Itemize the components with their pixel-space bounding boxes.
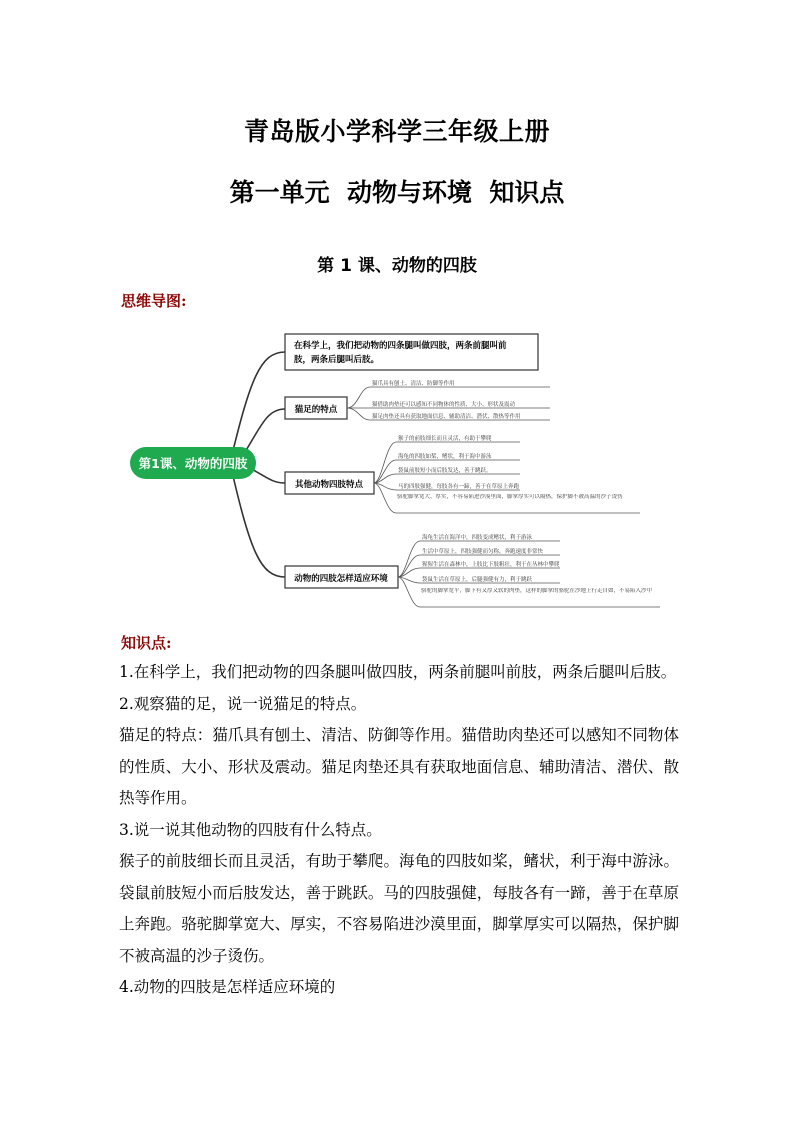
- branch-cat-feet: [285, 379, 550, 420]
- mindmap-label: 思维导图:: [121, 292, 187, 310]
- adapt-leaf-5: 骆驼的脚掌宽平，脚下有又厚又软的肉垫，这样的脚掌的骆驼在沙地上行走自如，不易陷入沙中: [421, 588, 653, 594]
- paragraph-6: 4.动物的四肢是怎样适应环境的: [119, 978, 336, 996]
- adapt-leaf-2: 生活中草原上，四肢强健而匀称，奔跑速度非常快: [422, 549, 544, 555]
- book-title: 青岛版小学科学三年级上册: [243, 117, 550, 146]
- branch-definition-line1: 在科学上，我们把动物的四条腿叫做四肢，两条前腿叫前: [294, 341, 507, 351]
- branch-cat-feet-label: 猫足的特点: [294, 405, 338, 415]
- connector-branch-4: [230, 463, 285, 577]
- paragraph-4: 3.说一说其他动物的四肢有什么特点。: [119, 820, 382, 839]
- branch-other-animals-label: 其他动物四肢特点: [294, 480, 364, 490]
- paragraph-3: 猫足的特点：猫爪具有刨土、清洁、防御等作用。猫借助肉垫还可以感知不同物体的性质、大小、形状及震动。猫足肉垫还具有获取地面信息、辅助清洁、潜伏、散热等作用。: [119, 726, 679, 807]
- connector-branch-1: [230, 352, 285, 463]
- cat-leaf-3: 猫足肉垫还具有获取地面信息、辅助清洁、潜伏、散热等作用: [372, 414, 521, 420]
- other-leaf-1: 猴子的前肢细长而且灵活，有助于攀爬: [398, 436, 492, 442]
- branch-definition-line2: 肢，两条后腿叫后肢。: [294, 355, 380, 365]
- knowledge-body: [119, 657, 679, 1004]
- paragraph-5: 猴子的前肢细长而且灵活，有助于攀爬。海龟的四肢如桨，鳍状，利于海中游泳。袋鼠前肢短小而后肢发达，善于跳跃。马的四肢强健，每肢各有一蹄，善于在草原上奔跑。骆驼脚掌宽大、厚实，不容易陷进沙漠里面，脚掌厚实可以隔热，保护脚不被高温的沙子烫伤。: [119, 852, 679, 965]
- paragraph-1: 1.在科学上，我们把动物的四条腿叫做四肢，两条前腿叫前肢，两条后腿叫后肢。: [119, 663, 677, 681]
- other-leaf-4: 马的四肢强健，每肢各有一蹄，善于在草原上奔跑: [398, 484, 520, 490]
- adapt-leaf-3: 猩猩生活在森林中，上肢比下肢粗壮，利于在丛林中攀爬: [422, 562, 560, 568]
- other-leaf-5: 骆驼脚掌宽大、厚实，不容易陷进沙漠里面，脚掌厚实可以隔热，保护脚不被高温的沙子烫伤: [397, 494, 623, 500]
- adapt-leaf-1: 海龟生活在海洋中，四肢变成鳍状，利于游泳: [422, 535, 533, 541]
- root-node: [130, 447, 256, 479]
- mind-map: [120, 320, 680, 620]
- other-leaf-2: 海龟的四肢如桨，鳍状，利于海中游泳: [398, 454, 492, 460]
- paragraph-2: 2.观察猫的足，说一说猫足的特点。: [119, 694, 367, 713]
- branch-other-animals: [285, 434, 640, 514]
- root-label: 第1课、动物的四肢: [138, 456, 248, 471]
- other-leaf-3: 袋鼠前肢短小而后肢发达，善于跳跃。: [398, 468, 492, 474]
- cat-leaf-2: 猫借助肉垫还可以感知不同物体的性质、大小、形状及震动: [372, 402, 516, 408]
- unit-title: 第一单元 动物与环境 知识点: [229, 178, 565, 207]
- lesson-title: 第 1 课、动物的四肢: [317, 256, 477, 276]
- adapt-leaf-4: 袋鼠生活在草原上，后腿强健有力，利于跳跃: [422, 577, 533, 583]
- knowledge-label: 知识点:: [121, 634, 172, 652]
- cat-leaf-1: 猫爪具有刨土、清洁、防御等作用: [372, 381, 455, 387]
- branch-adaptation-label: 动物的四肢怎样适应环境: [294, 574, 388, 584]
- branch-definition: [285, 334, 538, 370]
- branch-adaptation: [285, 533, 671, 608]
